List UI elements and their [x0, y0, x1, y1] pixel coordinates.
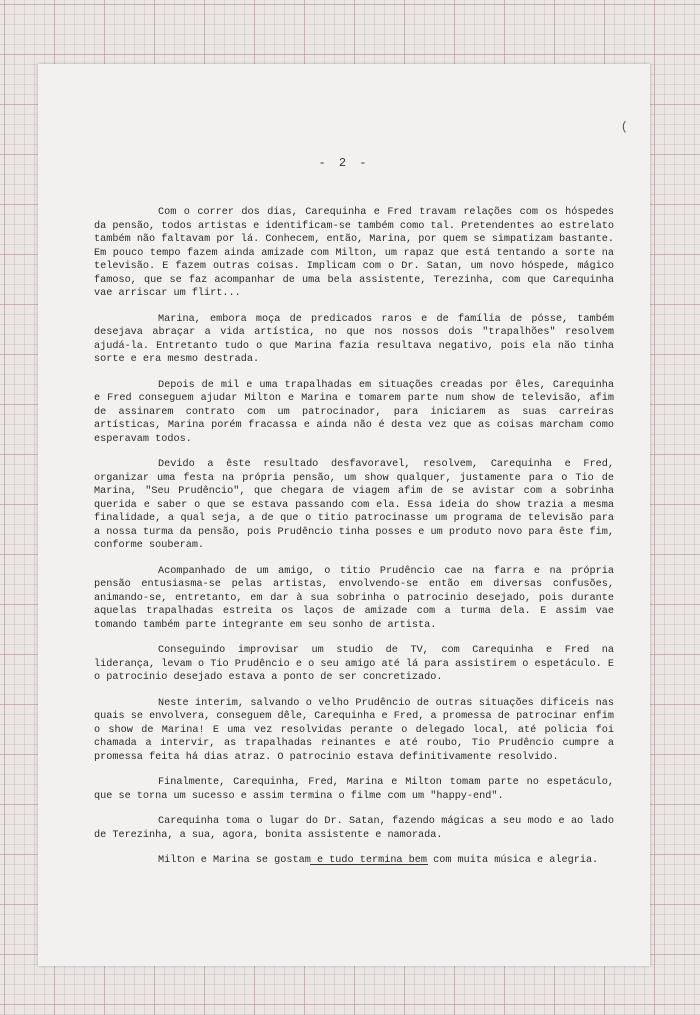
paragraph: Milton e Marina se gostam e tudo termina bem com muita música e alegria.: [158, 855, 599, 866]
paragraph: Devido a êste resultado desfavoravel, resolvem, Carequinha e Fred, organizar uma festa na própria pensão, um show qualquer, justamente para o Tio de Marina, "Seu Prudêncio", que chegara de viagem afim de se avistar com a sobrinha querida e saber o que se estava passando com ela. Essa ideia do show trazia a mesma finalidade, a qual seja, a de que o titio patrocinasse um programa de televisão para a nossa turma da pensão, pois Prudêncio tinha posses e um produto novo para êste fim, conforme souberam.: [94, 459, 614, 551]
paragraph: Conseguindo improvisar um studio de TV, com Carequinha e Fred na liderança, levam o Tio Prudêncio e o seu amigo até lá para assistirem o espetáculo. E o patrocinio desejado estava a ponto de ser concretizado.: [94, 645, 614, 683]
paragraph: Com o correr dos dias, Carequinha e Fred travam relações com os hóspedes da pensão, todos artistas e identificam-se também como tal. Pretendentes ao estrelato também não faltavam por lá. Conhecem, então, Marina, por quem se simpatizam bastante. Em pouco tempo fazem ainda amizade com Milton, um rapaz que está tentando a sorte na televisão. E fazem outras coisas. Implicam com o Dr. Satan, um novo hóspede, mágico famoso, que se faz acompanhar de uma bela assistente, Terezinha, com que Carequinha vae arriscar um flirt...: [94, 207, 614, 299]
margin-mark: (: [620, 120, 628, 134]
body-text: [94, 206, 614, 880]
paragraph: Acompanhado de um amigo, o titio Prudêncio cae na farra e na própria pensão entusiasma-se pelas artistas, envolvendo-se então em diversas confusões, animando-se, entretanto, em dar à sua sobrinha o patrocinio desejado, pois durante aquelas trapalhadas estreita os laços de amizade com a turma dela. E assim vae tomando também parte integrante em seu sonho de artista.: [94, 565, 614, 631]
document-page: [38, 64, 650, 966]
page-number: - 2 -: [318, 156, 370, 170]
paragraph: Depois de mil e uma trapalhadas em situações creadas por êles, Carequinha e Fred conseguem ajudar Milton e Marina e tomarem parte num show de televisão, afim de assinarem contrato com um patrocinador, para iniciarem as suas carreiras artísticas, Marina porém fracassa e ainda não é desta vez que as coisas marcham como esperavam todos.: [94, 379, 614, 445]
paragraph: Carequinha toma o lugar do Dr. Satan, fazendo mágicas a seu modo e ao lado de Terezinha, a sua, agora, bonita assistente e namorada.: [94, 816, 614, 841]
closing-rule: [310, 864, 428, 865]
paragraph: Marina, embora moça de predicados raros e de família de pósse, também desejava abraçar a vida artística, no que nos nossos dois "trapalhões" resolvem ajudá-la. Entretanto tudo o que Marina fazia resultava negativo, pois ela não tinha sorte e era mesmo destrada.: [94, 313, 614, 365]
paragraph: Finalmente, Carequinha, Fred, Marina e Milton tomam parte no espetáculo, que se torna um sucesso e assim termina o filme com um "happy-end".: [94, 777, 614, 802]
paragraph: Neste interim, salvando o velho Prudêncio de outras situações dificeis nas quais se envolvera, conseguem dêle, Carequinha e Fred, a promessa de patrocinar enfim o show de Marina! E uma vez resolvidas perante o delegado local, até policia foi chamada a intervir, as trapalhadas reinantes e até roubo, Tio Prudêncio cumpre a promessa feita há dias atraz. O patrocinio estava definitivamente resolvido.: [94, 697, 614, 763]
